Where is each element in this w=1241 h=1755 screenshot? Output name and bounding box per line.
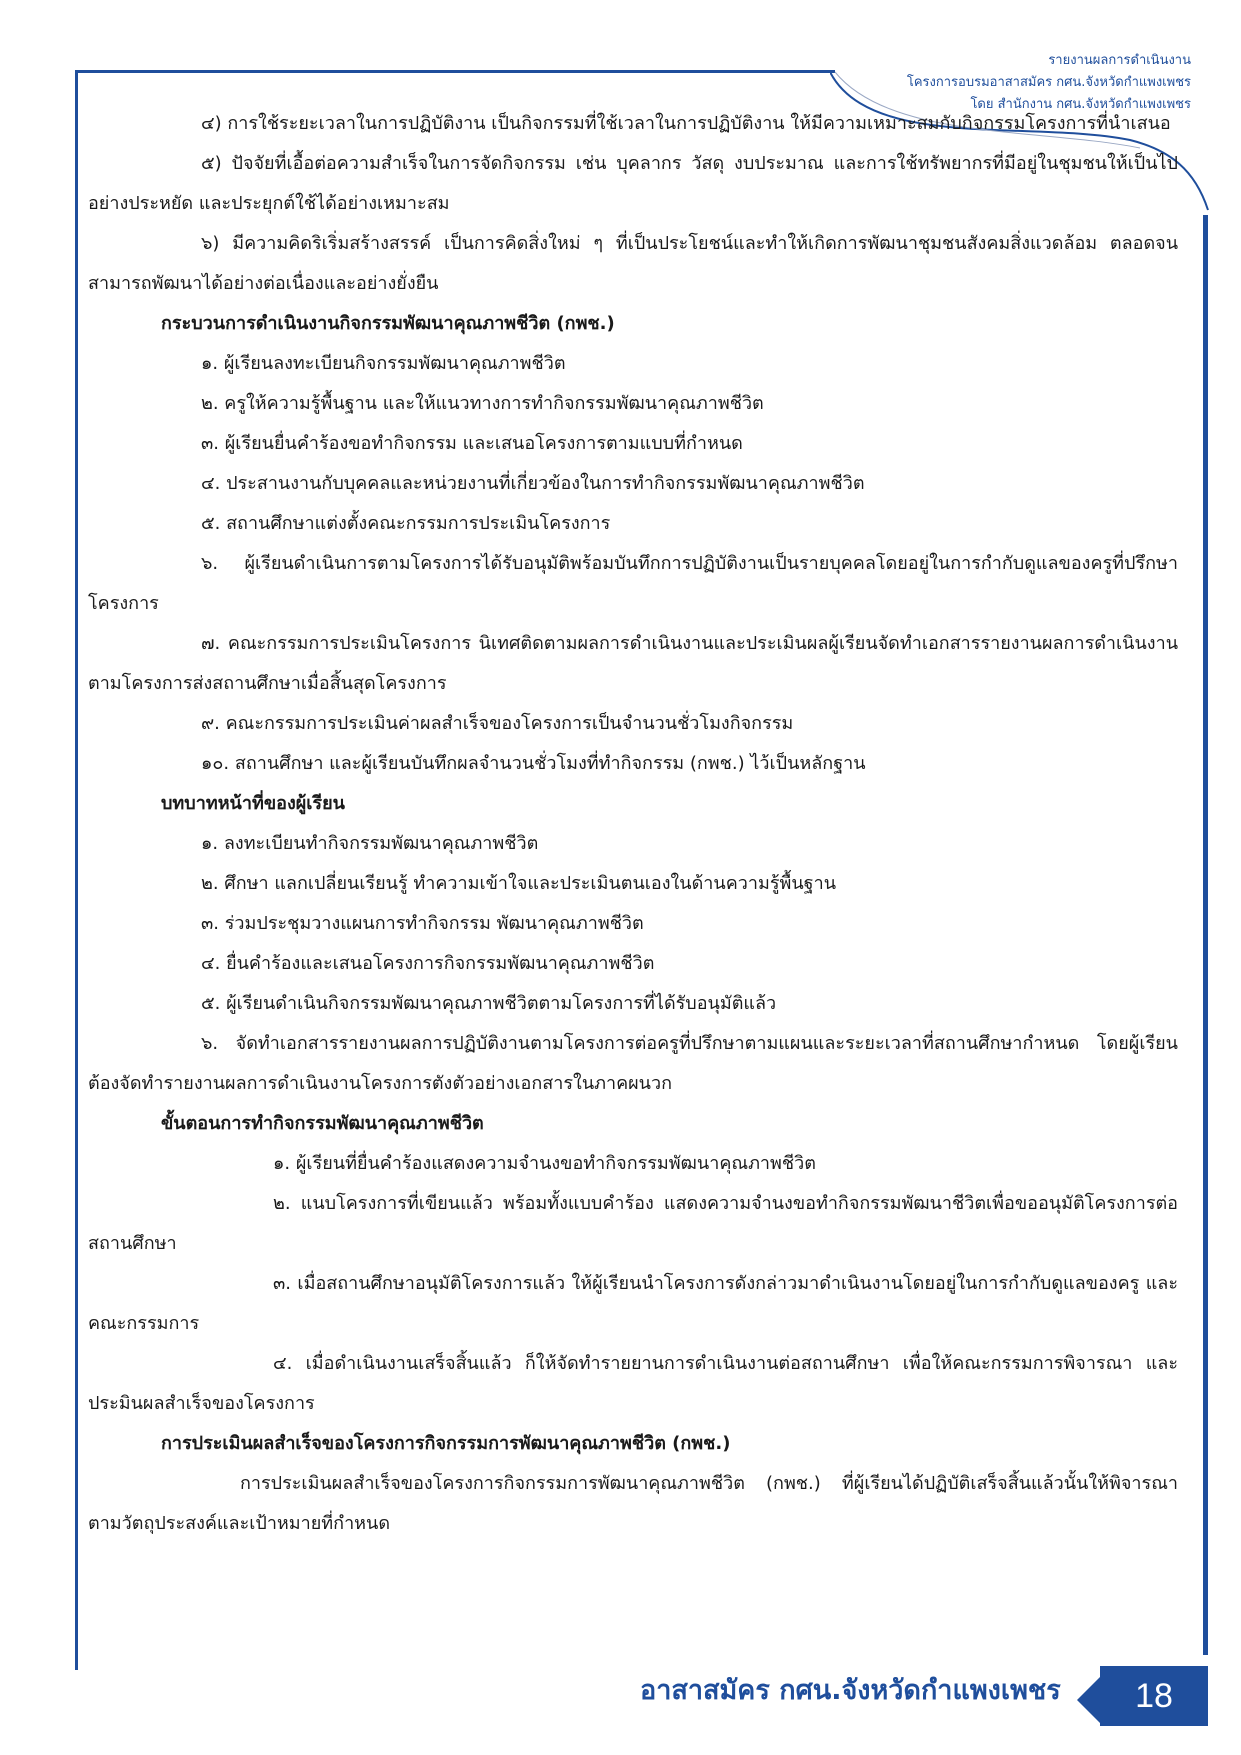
paragraph: ๑. ผู้เรียนลงทะเบียนกิจกรรมพัฒนาคุณภาพชีวิต xyxy=(201,353,566,374)
paragraph: ๒. แนบโครงการที่เขียนแล้ว พร้อมทั้งแบบคำร้อง แสดงความจำนงขอทำกิจกรรมพัฒนาชีวิตเพื่อขออนุมัติโครงการต่อสถานศึกษา xyxy=(88,1193,1178,1254)
paragraph: ๗. คณะกรรมการประเมินโครงการ นิเทศติดตามผลการดำเนินงานและประเมินผลผู้เรียนจัดทำเอกสารรายงานผลการดำเนินงานตามโครงการส่งสถานศึกษาเมื่อสิ้นสุดโครงการ xyxy=(88,633,1178,694)
paragraph: ๓. ร่วมประชุมวางแผนการทำกิจกรรม พัฒนาคุณภาพชีวิต xyxy=(201,913,644,934)
top-border-line xyxy=(75,70,835,73)
paragraph: ๖. ผู้เรียนดำเนินการตามโครงการได้รับอนุมัติพร้อมบันทึกการปฏิบัติงานเป็นรายบุคคลโดยอยู่ในการกำกับดูแลของครูที่ปรึกษาโครงการ xyxy=(88,553,1178,614)
paragraph: ๑. ลงทะเบียนทำกิจกรรมพัฒนาคุณภาพชีวิต xyxy=(201,833,539,854)
footer-title: อาสาสมัคร กศน.จังหวัดกำแพงเพชร xyxy=(640,1675,1061,1706)
paragraph: ๖. จัดทำเอกสารรายงานผลการปฏิบัติงานตามโครงการต่อครูที่ปรึกษาตามแผนและระยะเวลาที่สถานศึกษากำหนด โดยผู้เรียนต้องจัดทำรายงานผลการดำเนินงานโครงการตังตัวอย่างเอกสารในภาคผนวก xyxy=(88,1033,1178,1094)
paragraph: ๕. ผู้เรียนดำเนินกิจกรรมพัฒนาคุณภาพชีวิตตามโครงการที่ได้รับอนุมัติแล้ว xyxy=(201,993,777,1014)
section-heading: ขั้นตอนการทำกิจกรรมพัฒนาคุณภาพชีวิต xyxy=(161,1113,484,1134)
paragraph: ๔. เมื่อดำเนินงานเสร็จสิ้นแล้ว ก็ให้จัดทำรายยานการดำเนินงานต่อสถานศึกษา เพื่อให้คณะกรรมการพิจารณา และประมินผลสำเร็จของโครงการ xyxy=(88,1353,1178,1414)
footer-arrow xyxy=(1077,1675,1102,1725)
paragraph: ๙. คณะกรรมการประเมินค่าผลสำเร็จของโครงการเป็นจำนวนชั่วโมงกิจกรรม xyxy=(201,713,794,734)
paragraph: ๑๐. สถานศึกษา และผู้เรียนบันทึกผลจำนวนชั่วโมงที่ทำกิจกรรม (กพช.) ไว้เป็นหลักฐาน xyxy=(201,753,866,774)
paragraph: ๓. เมื่อสถานศึกษาอนุมัติโครงการแล้ว ให้ผู้เรียนนำโครงการดังกล่าวมาดำเนินงานโดยอยู่ในการกำกับดูแลของครู และคณะกรรมการ xyxy=(88,1273,1178,1334)
paragraph: การประเมินผลสำเร็จของโครงการกิจกรรมการพัฒนาคุณภาพชีวิต (กพช.) ที่ผู้เรียนได้ปฏิบัติเสร็จสิ้นแล้วนั้นให้พิจารณาตามวัตถุประสงค์และเป้าหมายที่กำหนด xyxy=(88,1473,1178,1534)
header-report-title: รายงานผลการดำเนินงาน xyxy=(1048,53,1191,68)
paragraph: ๕. สถานศึกษาแต่งตั้งคณะกรรมการประเมินโครงการ xyxy=(201,513,611,534)
paragraph: ๑. ผู้เรียนที่ยื่นคำร้องแสดงความจำนงขอทำกิจกรรมพัฒนาคุณภาพชีวิต xyxy=(273,1153,816,1174)
section-heading: การประเมินผลสำเร็จของโครงการกิจกรรมการพัฒนาคุณภาพชีวิต (กพช.) xyxy=(161,1433,731,1454)
right-border-line xyxy=(1203,215,1208,1655)
left-border-line xyxy=(75,70,78,1670)
header-organization: โดย สำนักงาน กศน.จังหวัดกำแพงเพชร xyxy=(970,97,1191,112)
document-body xyxy=(88,104,1178,1544)
page-number: 18 xyxy=(1100,1666,1208,1726)
paragraph: ๔) การใช้ระยะเวลาในการปฏิบัติงาน เป็นกิจกรรมที่ใช้เวลาในการปฏิบัติงาน ให้มีความเหมาะสมกับกิจกรรมโครงการที่นำเสนอ xyxy=(201,113,1171,134)
paragraph: ๖) มีความคิดริเริ่มสร้างสรรค์ เป็นการคิดสิ่งใหม่ ๆ ที่เป็นประโยชน์และทำให้เกิดการพัฒนาชุมชนสังคมสิ่งแวดล้อม ตลอดจนสามารถพัฒนาได้อย่างต่อเนื่องและอย่างยั่งยืน xyxy=(88,233,1178,294)
paragraph: ๓. ผู้เรียนยื่นคำร้องขอทำกิจกรรม และเสนอโครงการตามแบบที่กำหนด xyxy=(201,433,743,454)
paragraph: ๔. ยื่นคำร้องและเสนอโครงการกิจกรรมพัฒนาคุณภาพชีวิต xyxy=(201,953,655,974)
paragraph: ๒. ศึกษา แลกเปลี่ยนเรียนรู้ ทำความเข้าใจและประเมินตนเองในด้านความรู้พื้นฐาน xyxy=(201,873,837,894)
section-heading: บทบาทหน้าที่ของผู้เรียน xyxy=(161,793,345,814)
paragraph: ๔. ประสานงานกับบุคคลและหน่วยงานที่เกี่ยวข้องในการทำกิจกรรมพัฒนาคุณภาพชีวิต xyxy=(201,473,865,494)
header-project-name: โครงการอบรมอาสาสมัคร กศน.จังหวัดกำแพงเพชร xyxy=(906,75,1191,90)
paragraph: ๕) ปัจจัยที่เอื้อต่อความสำเร็จในการจัดกิจกรรม เช่น บุคลากร วัสดุ งบประมาณ และการใช้ทรัพยากรที่มีอยู่ในชุมชนให้เป็นไปอย่างประหยัด และประยุกต์ใช้ได้อย่างเหมาะสม xyxy=(88,153,1178,214)
section-heading: กระบวนการดำเนินงานกิจกรรมพัฒนาคุณภาพชีวิต (กพช.) xyxy=(161,313,615,334)
paragraph: ๒. ครูให้ความรู้พื้นฐาน และให้แนวทางการทำกิจกรรมพัฒนาคุณภาพชีวิต xyxy=(201,393,764,414)
